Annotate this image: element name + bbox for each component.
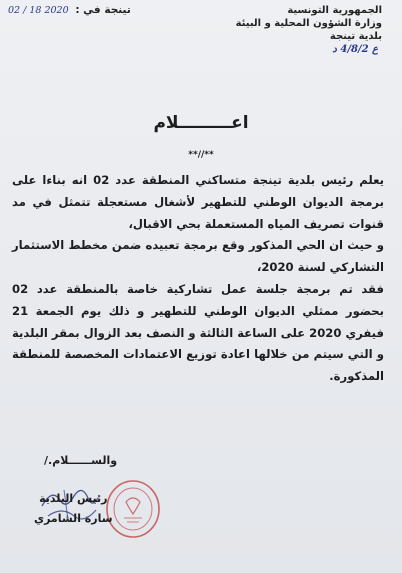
reference-number: ع 4/8/2 د (332, 44, 378, 55)
letterhead-ministry: وزارة الشؤون المحلية و البيئة (235, 18, 382, 29)
body-paragraph-1: يعلم رئيس بلدية تينجة متساكني المنطقة عدد 02 انه بناءا على برمجة الديوان الوطني للتطهير لأشغال مستعجلة تتمثل في مد قنوات تصريف المياه المستعملة بحي الاقبال، (12, 173, 384, 231)
body-paragraph-2: و حيث ان الحي المذكور وقع برمجة تعبيده ضمن مخطط الاستثمار التشاركي لسنة 2020، (12, 238, 384, 275)
document-date (8, 4, 131, 16)
signer-title: رئيس البلدية (39, 492, 108, 505)
body-paragraph-3: فقد تم برمجة جلسة عمل تشاركية خاصة بالمنطقة عدد 02 بحضور ممثلي الديوان الوطني للتطهير و ذلك يوم الجمعة 21 فيفري 2020 على الساعة الثالثة و النصف بعد الزوال بمقر البلدية و التي سيتم من خلالها اعادة توزيع الاعتمادات المخصصة للمنطقة المذكورة. (12, 281, 384, 384)
letterhead-municipality: بلدية تينجة (329, 31, 382, 42)
official-stamp (104, 478, 162, 540)
letterhead-country: الجمهورية التونسية (287, 5, 382, 16)
title-separator: **//** (188, 150, 214, 160)
date-value: 2020 18 / 02 (8, 5, 69, 16)
signature-block (34, 489, 113, 529)
letterhead-reference (192, 43, 382, 56)
notice-body (12, 170, 384, 388)
letterhead (192, 4, 382, 56)
date-prefix: تينجة في : (75, 4, 131, 16)
page-title: اعـــــــــلام (153, 113, 249, 133)
signer-name: سارة الشامري (34, 512, 113, 525)
closing-salutation: والســــــلام./ (44, 454, 118, 467)
